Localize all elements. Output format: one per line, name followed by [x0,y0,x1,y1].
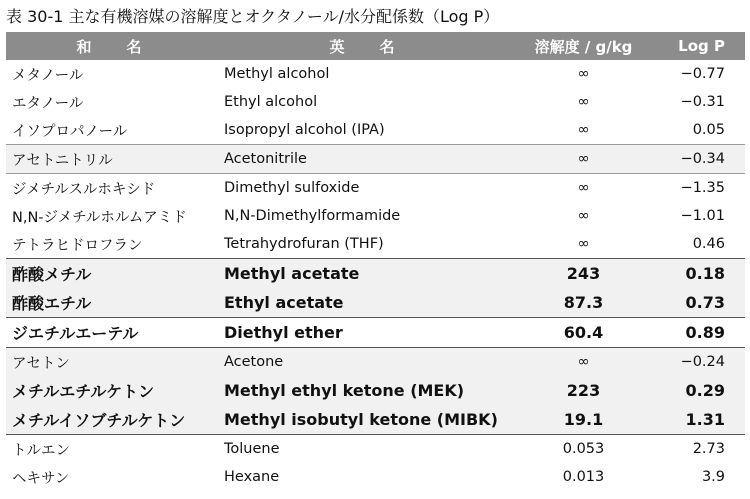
cell-logp: −1.35 [655,174,745,203]
cell-japanese-name: テトラヒドロフラン [12,237,143,254]
cell-logp: −1.01 [680,208,725,224]
table-row [6,463,745,491]
cell-logp: 0.05 [692,122,725,138]
header-english-name: 英 名 [222,32,512,60]
header-japanese-name: 和 名 [6,32,222,60]
cell-logp: 0.89 [655,318,745,348]
table-row [6,259,745,289]
cell-logp: 0.46 [692,236,725,252]
cell-english-name: Methyl alcohol [224,66,330,82]
cell-english-name: Acetone [222,348,512,377]
table-row [6,230,745,259]
cell-japanese-name: ジエチルエーテル [6,318,222,348]
table-row [6,318,745,348]
cell-japanese-name: 酢酸エチル [6,288,222,318]
table-row [6,202,745,230]
cell-japanese-name: メチルイソブチルケトン [6,405,222,435]
cell-japanese-name: イソプロパノール [12,123,128,140]
cell-english-name: N,N-Dimethylformamide [224,208,401,224]
cell-solubility: ∞ [512,174,655,203]
header-logp: Log P [655,32,745,60]
cell-english-name: Ethyl acetate [222,288,512,318]
cell-japanese-name: エタノール [12,95,84,112]
cell-english-name: Methyl acetate [222,259,512,289]
cell-logp: −0.31 [680,94,725,110]
cell-solubility: ∞ [577,208,590,224]
table-row [6,435,745,464]
table-row [6,116,745,145]
table-row [6,376,745,405]
cell-english-name: Dimethyl sulfoxide [222,174,512,203]
cell-solubility: 223 [512,376,655,405]
cell-solubility: ∞ [512,145,655,174]
cell-english-name: Ethyl alcohol [224,94,318,110]
table-row [6,348,745,377]
cell-japanese-name: メタノール [12,67,84,84]
cell-english-name: Acetonitrile [222,145,512,174]
cell-japanese-name: メチルエチルケトン [6,376,222,405]
cell-japanese-name: ジメチルスルホキシド [6,174,222,203]
cell-japanese-name: アセトン [6,348,222,377]
cell-japanese-name: アセトニトリル [6,145,222,174]
cell-solubility: ∞ [512,348,655,377]
cell-solubility: 0.013 [562,469,605,485]
cell-logp: 0.29 [655,376,745,405]
cell-solubility: 60.4 [512,318,655,348]
cell-logp: −0.24 [655,348,745,377]
cell-logp: −0.77 [680,66,725,82]
header-row [6,32,745,60]
cell-logp: 1.31 [655,405,745,435]
cell-english-name: Tetrahydrofuran (THF) [224,236,384,252]
cell-solubility: ∞ [577,66,590,82]
cell-english-name: Toluene [222,435,512,464]
cell-english-name: Isopropyl alcohol (IPA) [224,122,385,138]
header-solubility: 溶解度 / g/kg [512,32,655,60]
cell-solubility: ∞ [577,94,590,110]
cell-japanese-name: ヘキサン [12,470,70,487]
table-row [6,60,745,88]
solvent-table [6,32,745,491]
cell-logp: 2.73 [655,435,745,464]
cell-english-name: Hexane [224,469,280,485]
cell-logp: 0.18 [655,259,745,289]
cell-japanese-name: N,N-ジメチルホルムアミド [12,209,187,226]
cell-solubility: 0.053 [512,435,655,464]
cell-logp: 0.73 [655,288,745,318]
cell-solubility: 19.1 [512,405,655,435]
cell-logp: 3.9 [701,469,725,485]
cell-solubility: ∞ [577,122,590,138]
cell-japanese-name: トルエン [6,435,222,464]
table-caption: 表 30-1 主な有機溶媒の溶解度とオクタノール/水分配係数（Log P） [6,7,500,26]
table-row [6,288,745,318]
cell-english-name: Diethyl ether [222,318,512,348]
cell-solubility: 243 [512,259,655,289]
cell-english-name: Methyl ethyl ketone (MEK) [222,376,512,405]
cell-logp: −0.34 [655,145,745,174]
cell-solubility: ∞ [577,236,590,252]
table-row [6,174,745,203]
cell-english-name: Methyl isobutyl ketone (MIBK) [222,405,512,435]
table-row [6,88,745,116]
table-row [6,405,745,435]
cell-japanese-name: 酢酸メチル [6,259,222,289]
table-row [6,145,745,174]
cell-solubility: 87.3 [512,288,655,318]
